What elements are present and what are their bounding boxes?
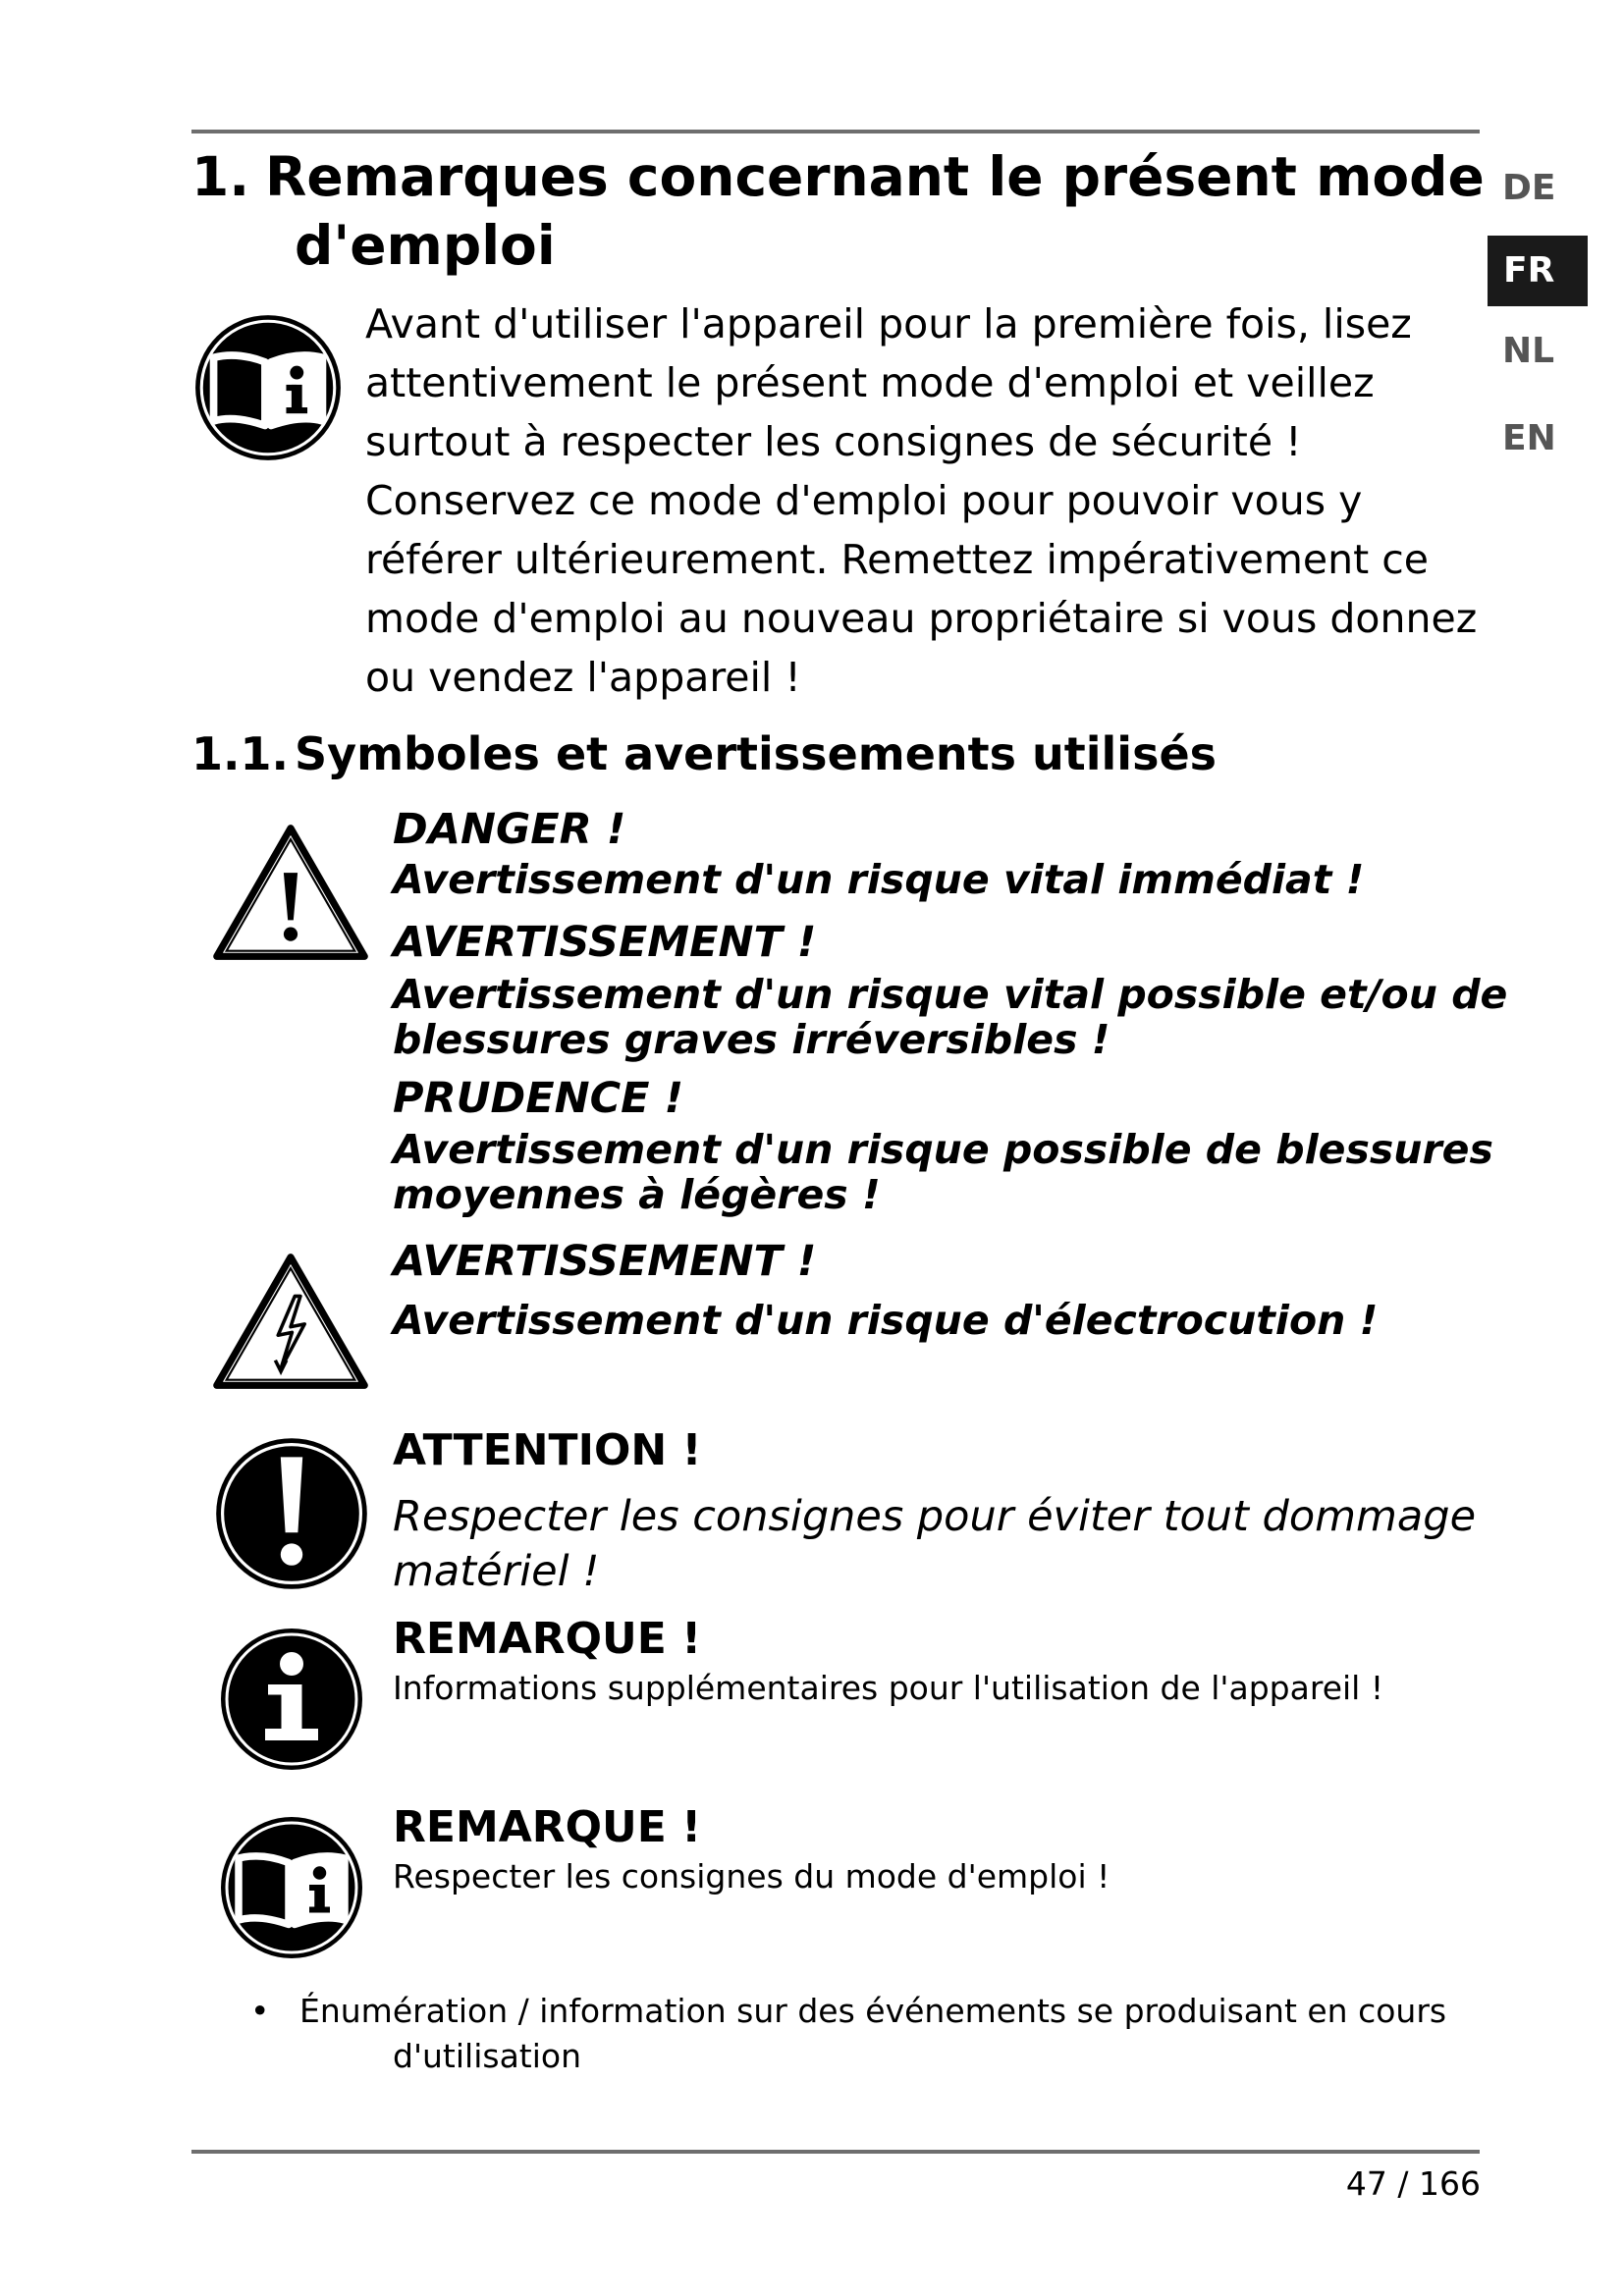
bottom-rule	[191, 2150, 1480, 2154]
avertissement-text-line1: Avertissement d'un risque vital possible et/ou de	[393, 971, 1508, 1018]
section-1-title-line1: Remarques concernant le présent mode	[265, 145, 1485, 208]
manual-info-icon	[192, 312, 344, 463]
electrocution-label: AVERTISSEMENT !	[393, 1237, 817, 1286]
remarque-1-label: REMARQUE !	[393, 1614, 702, 1664]
info-circle-icon	[218, 1626, 365, 1773]
avertissement-label: AVERTISSEMENT !	[393, 918, 817, 967]
top-rule	[191, 130, 1480, 133]
remarque-2-text: Respecter les consignes du mode d'emploi !	[393, 1857, 1110, 1896]
electric-hazard-icon	[211, 1252, 370, 1391]
attention-text: Respecter les consignes pour éviter tout dommage matériel !	[393, 1492, 1477, 1596]
warning-triangle-icon	[211, 823, 370, 962]
bullet-text-line2: d'utilisation	[393, 2037, 582, 2075]
section-1-1-heading	[191, 724, 1217, 783]
prudence-text-line1: Avertissement d'un risque possible de blessures	[393, 1126, 1493, 1173]
lang-tab-en[interactable]: EN	[1502, 418, 1556, 458]
danger-label: DANGER !	[393, 805, 626, 854]
exclamation-circle-icon	[213, 1435, 370, 1592]
prudence-label: PRUDENCE !	[393, 1074, 684, 1123]
section-1-1-number: 1.1.	[191, 727, 289, 780]
intro-text	[365, 294, 1485, 707]
page-number: 47 / 166	[1345, 2164, 1481, 2203]
intro-paragraph-2: Conservez ce mode d'emploi pour pouvoir vous y référer ultérieurement. Remettez impérativement ce mode d'emploi au nouveau propriétaire si vous donnez ou vendez l'appareil !	[365, 477, 1478, 701]
manual-info-icon	[218, 1814, 365, 1961]
bullet-marker: •	[250, 1992, 270, 2030]
attention-label: ATTENTION !	[393, 1425, 702, 1475]
section-1-title-line2: d'emploi	[295, 214, 556, 277]
section-1-1-title: Symboles et avertissements utilisés	[295, 727, 1218, 780]
prudence-text-line2: moyennes à légères !	[393, 1171, 881, 1218]
bullet-text-line1: Énumération / information sur des événements se produisant en cours	[299, 1992, 1447, 2030]
lang-tab-nl[interactable]: NL	[1502, 331, 1555, 371]
intro-paragraph-1: Avant d'utiliser l'appareil pour la première fois, lisez attentivement le présent mode d'emploi et veillez surtout à respecter les consignes de sécurité !	[365, 300, 1412, 465]
danger-text: Avertissement d'un risque vital immédiat !	[393, 856, 1365, 903]
avertissement-text-line2: blessures graves irréversibles !	[393, 1016, 1110, 1063]
section-1-number: 1.	[191, 145, 250, 208]
remarque-1-text: Informations supplémentaires pour l'utilisation de l'appareil !	[393, 1669, 1384, 1707]
lang-tab-fr[interactable]: FR	[1488, 236, 1588, 306]
remarque-2-label: REMARQUE !	[393, 1802, 702, 1852]
electrocution-text: Avertissement d'un risque d'électrocution !	[393, 1297, 1379, 1344]
lang-tab-de[interactable]: DE	[1502, 168, 1556, 208]
